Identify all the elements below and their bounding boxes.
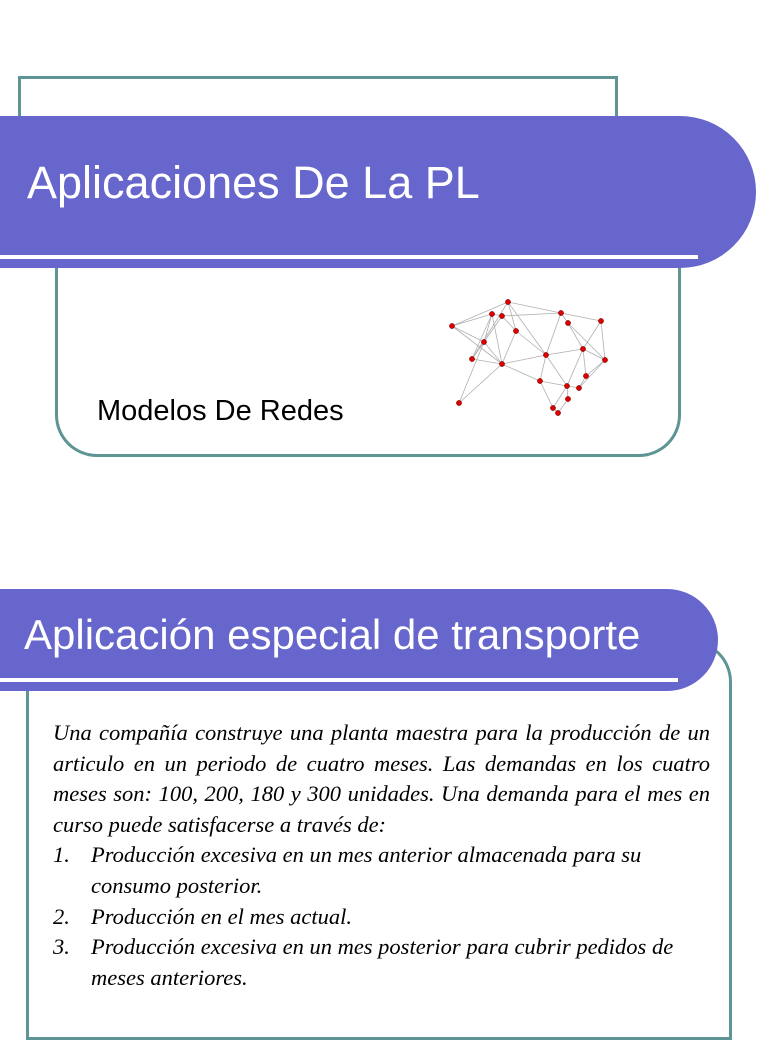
slide1-title: Aplicaciones De La PL — [27, 157, 480, 208]
list-item-text: Producción excesiva en un mes anterior almacenada para su consumo posterior. — [91, 842, 642, 898]
slide1-band-underline — [0, 255, 698, 259]
slide2-numbered-list — [53, 840, 710, 993]
slide2-band-underline — [0, 678, 678, 682]
list-item — [53, 840, 710, 901]
slide2-paragraph: Una compañía construye una planta maestra para la producción de un articulo en un periodo de cuatro meses. Las demandas en los cuatro meses son: 100, 200, 180 y 300 unidades. Una demanda para el mes en curso puede satisfacerse a través de: — [53, 720, 710, 837]
network-diagram-icon — [440, 290, 620, 425]
list-item-text: Producción excesiva en un mes posterior para cubrir pedidos de meses anteriores. — [91, 934, 674, 990]
list-item-number: 2. — [53, 903, 70, 929]
slide2-title: Aplicación especial de transporte — [24, 611, 641, 658]
list-item-text: Producción en el mes actual. — [91, 903, 352, 929]
list-item-number: 3. — [53, 934, 70, 960]
network-edges — [452, 302, 605, 413]
list-item — [53, 902, 710, 933]
list-item-number: 1. — [53, 842, 70, 868]
slide2-body — [53, 718, 710, 993]
list-item — [53, 932, 710, 993]
slide1-subtitle: Modelos De Redes — [97, 395, 344, 427]
